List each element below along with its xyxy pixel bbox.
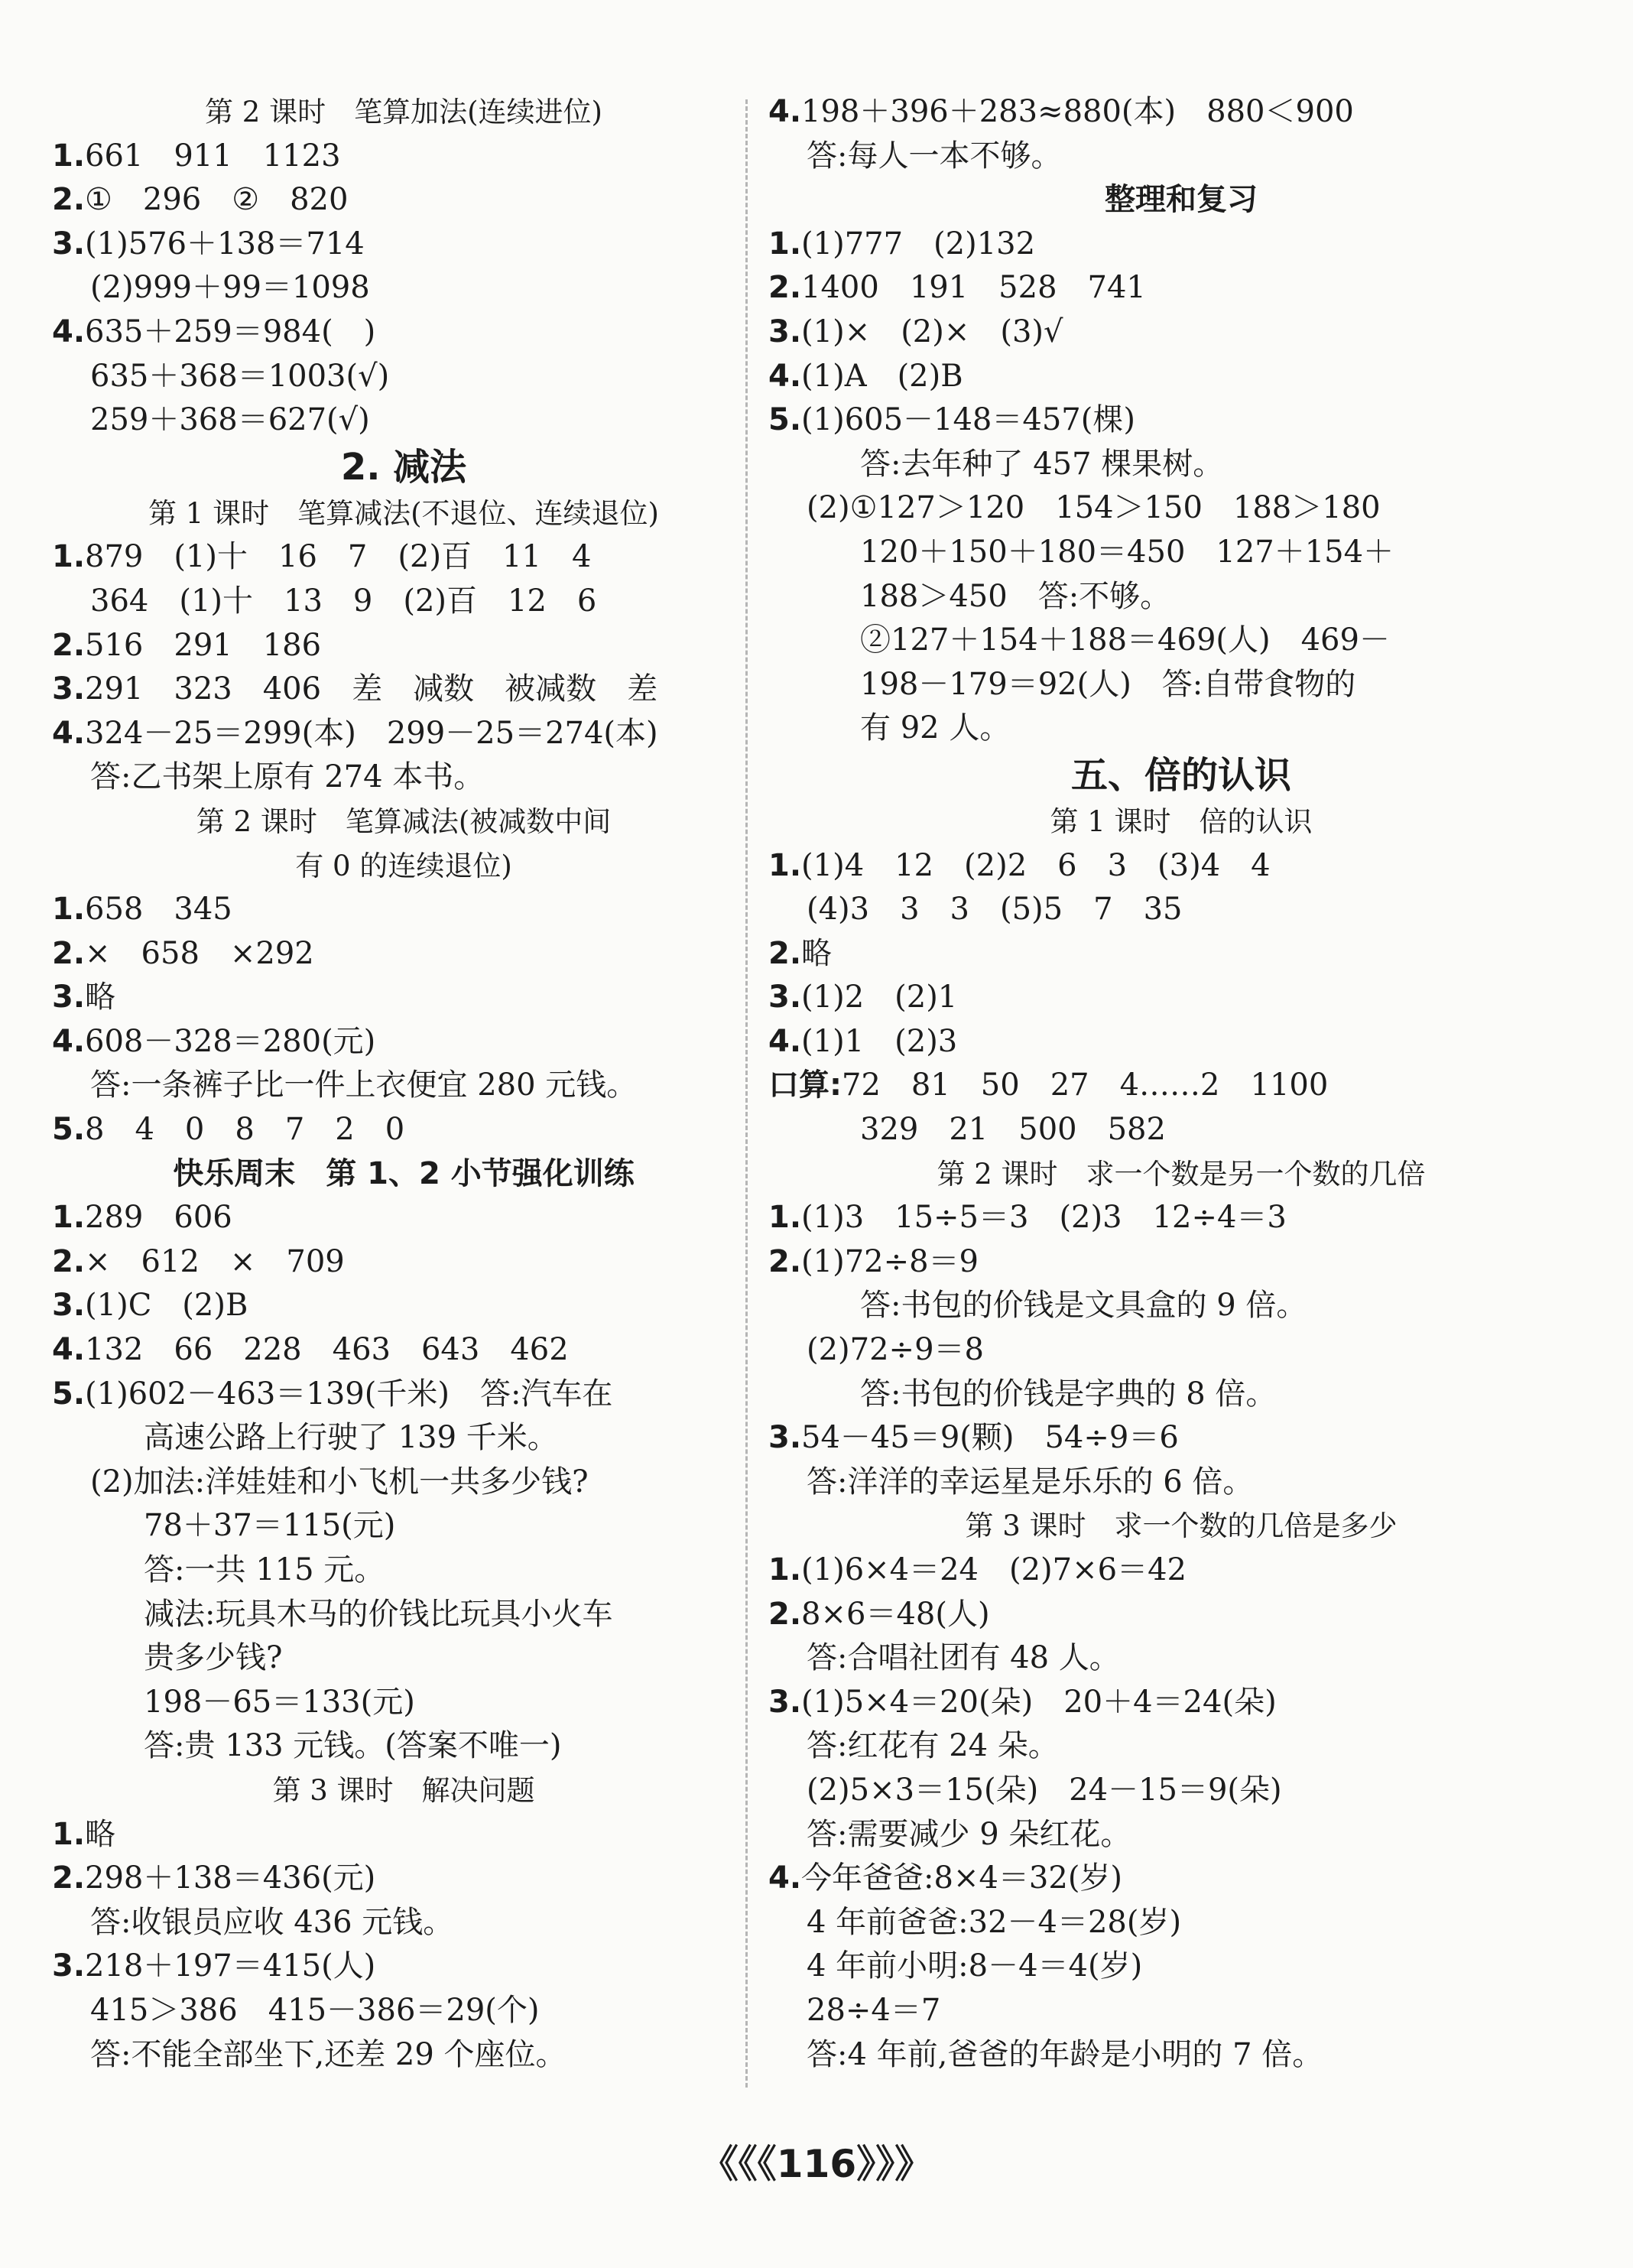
answer-line bbox=[52, 1724, 755, 1769]
item-text: 第 2 课时 笔算减法(被减数中间 bbox=[196, 804, 612, 838]
item-text: 答:需要减少 9 朵红花。 bbox=[807, 1816, 1131, 1852]
item-text: 答:书包的价钱是字典的 8 倍。 bbox=[860, 1376, 1277, 1412]
item-text: 高速公路上行驶了 139 千米。 bbox=[144, 1420, 558, 1456]
answer-item bbox=[768, 266, 1594, 310]
item-number: 2. bbox=[52, 935, 86, 971]
item-text: 132 66 228 463 643 462 bbox=[85, 1332, 569, 1368]
item-text: 第 3 课时 求一个数的几倍是多少 bbox=[965, 1509, 1398, 1543]
item-text: 364 (1)十 13 9 (2)百 12 6 bbox=[90, 583, 597, 619]
lesson-title bbox=[52, 1769, 755, 1813]
item-text: (2)999＋99＝1098 bbox=[90, 270, 370, 306]
item-text: (1)576＋138＝714 bbox=[85, 226, 365, 262]
item-number: 5. bbox=[52, 1112, 86, 1148]
item-text: 答:乙书架上原有 274 本书。 bbox=[90, 759, 485, 795]
item-text: (4)3 3 3 (5)5 7 35 bbox=[807, 892, 1183, 928]
item-text: × 612 × 709 bbox=[85, 1243, 345, 1279]
item-number: 3. bbox=[768, 314, 802, 349]
answer-line bbox=[52, 1416, 755, 1461]
answer-line bbox=[52, 1681, 755, 1725]
item-text: (2)加法:洋娃娃和小飞机一共多少钱? bbox=[90, 1464, 589, 1500]
item-number: 1. bbox=[768, 847, 802, 883]
answer-item bbox=[52, 1284, 755, 1328]
answer-line bbox=[52, 1901, 755, 1945]
item-text: 259＋368＝627(√) bbox=[90, 402, 370, 438]
answer-item bbox=[768, 90, 1594, 135]
item-text: 答:合唱社团有 48 人。 bbox=[807, 1640, 1120, 1676]
item-text: 第 1 课时 笔算减法(不退位、连续退位) bbox=[148, 496, 659, 530]
item-number: 4. bbox=[52, 314, 86, 349]
answer-line bbox=[768, 1108, 1594, 1152]
answer-line bbox=[768, 888, 1594, 932]
lesson-title bbox=[768, 1152, 1594, 1197]
item-number: 3. bbox=[52, 226, 86, 262]
item-text: (1)602－463＝139(千米) 答:汽车在 bbox=[85, 1376, 613, 1412]
answer-item bbox=[52, 888, 755, 932]
item-text: 661 911 1123 bbox=[85, 138, 341, 174]
item-text: 答:一条裤子比一件上衣便宜 280 元钱。 bbox=[90, 1067, 638, 1103]
section-subheading bbox=[52, 1152, 755, 1197]
answer-line bbox=[52, 1593, 755, 1637]
answer-item bbox=[768, 1240, 1594, 1285]
item-text: 答:贵 133 元钱。(答案不唯一) bbox=[144, 1728, 562, 1764]
item-text: (1)A (2)B bbox=[801, 358, 963, 394]
item-text: 第 2 课时 求一个数是另一个数的几倍 bbox=[937, 1157, 1426, 1191]
item-text: 54－45＝9(颗) 54÷9＝6 bbox=[801, 1420, 1179, 1456]
answer-item bbox=[768, 223, 1594, 267]
item-text: 今年爸爸:8×4＝32(岁) bbox=[801, 1860, 1123, 1896]
item-number: 3. bbox=[52, 980, 86, 1015]
answer-item bbox=[52, 712, 755, 756]
item-text: (1)605－148＝457(棵) bbox=[801, 402, 1135, 438]
answer-item bbox=[768, 1548, 1594, 1593]
left-column bbox=[52, 90, 755, 2077]
item-text: ②127＋154＋188＝469(人) 469－ bbox=[860, 622, 1390, 658]
answer-item bbox=[52, 668, 755, 712]
answer-item bbox=[52, 1373, 755, 1417]
item-number: 5. bbox=[52, 1376, 86, 1412]
item-text: 289 606 bbox=[85, 1200, 232, 1236]
answer-line bbox=[768, 135, 1594, 179]
item-number: 2. bbox=[768, 1243, 802, 1279]
item-number: 3. bbox=[52, 1288, 86, 1324]
item-text: 答:每人一本不够。 bbox=[807, 138, 1062, 174]
answer-line bbox=[768, 1724, 1594, 1769]
answer-line bbox=[768, 1989, 1594, 2033]
item-text: 答:洋洋的幸运星是乐乐的 6 倍。 bbox=[807, 1464, 1254, 1500]
answer-line bbox=[768, 619, 1594, 663]
item-text: 第 1 课时 倍的认识 bbox=[1050, 804, 1313, 838]
lesson-title bbox=[52, 90, 755, 135]
section-heading bbox=[52, 443, 755, 492]
answer-item bbox=[768, 1593, 1594, 1637]
answer-item bbox=[768, 932, 1594, 976]
answer-line bbox=[52, 1548, 755, 1593]
item-text: 188＞450 答:不够。 bbox=[860, 578, 1171, 614]
item-text: 28÷4＝7 bbox=[807, 1992, 941, 2028]
answer-item bbox=[52, 310, 755, 355]
item-text: 608－328＝280(元) bbox=[85, 1023, 376, 1059]
item-number: 3. bbox=[52, 1948, 86, 1984]
item-text: (1)C (2)B bbox=[85, 1288, 248, 1324]
item-text: (1)72÷8＝9 bbox=[801, 1243, 979, 1279]
item-text: 贵多少钱? bbox=[144, 1640, 283, 1676]
item-text: 298＋138＝436(元) bbox=[85, 1860, 376, 1896]
item-text: 72 81 50 27 4……2 1100 bbox=[842, 1067, 1329, 1103]
item-number: 1. bbox=[52, 892, 86, 928]
item-text: 120＋150＋180＝450 127＋154＋ bbox=[860, 534, 1394, 570]
item-text: 8 4 0 8 7 2 0 bbox=[85, 1112, 405, 1148]
lesson-title bbox=[768, 1504, 1594, 1548]
item-number: 1. bbox=[768, 226, 802, 262]
answer-item bbox=[52, 1945, 755, 1989]
item-text: 答:去年种了 457 棵果树。 bbox=[860, 446, 1224, 482]
answer-line bbox=[768, 575, 1594, 619]
answer-item bbox=[52, 535, 755, 580]
answer-item bbox=[768, 1020, 1594, 1064]
lesson-title bbox=[52, 800, 755, 844]
answer-line bbox=[52, 355, 755, 399]
item-text: 略 bbox=[801, 935, 833, 971]
item-text: 答:一共 115 元。 bbox=[144, 1552, 385, 1587]
item-number: 2. bbox=[768, 935, 802, 971]
item-text: (1)1 (2)3 bbox=[801, 1023, 958, 1059]
answer-item bbox=[52, 1813, 755, 1857]
answer-line bbox=[768, 1461, 1594, 1505]
answer-line bbox=[768, 1284, 1594, 1328]
item-text: 4 年前爸爸:32－4＝28(岁) bbox=[807, 1904, 1182, 1940]
item-text: × 658 ×292 bbox=[85, 935, 314, 971]
answer-item bbox=[768, 1857, 1594, 1901]
item-text: 291 323 406 差 减数 被减数 差 bbox=[85, 671, 658, 707]
item-text: 218＋197＝415(人) bbox=[85, 1948, 376, 1984]
page-number: 《《《116》》》 bbox=[700, 2142, 933, 2186]
answer-line bbox=[768, 663, 1594, 707]
answer-item bbox=[52, 1196, 755, 1240]
item-number: 3. bbox=[768, 980, 802, 1015]
item-text: 有 92 人。 bbox=[860, 710, 1011, 746]
item-number: 2. bbox=[52, 1243, 86, 1279]
answer-line bbox=[768, 1769, 1594, 1813]
answer-item bbox=[52, 624, 755, 668]
item-number: 5. bbox=[768, 402, 802, 438]
item-number: 2. bbox=[768, 270, 802, 306]
answer-line bbox=[52, 266, 755, 310]
lesson-title bbox=[52, 844, 755, 889]
item-text: 答:红花有 24 朵。 bbox=[807, 1728, 1059, 1764]
answer-item bbox=[52, 1020, 755, 1064]
item-text: 2. 减法 bbox=[340, 445, 467, 489]
item-lead: 口算: bbox=[768, 1067, 842, 1103]
item-text: 整理和复习 bbox=[1105, 182, 1258, 218]
answer-item bbox=[52, 932, 755, 976]
item-number: 4. bbox=[52, 1023, 86, 1059]
answer-item bbox=[768, 1416, 1594, 1461]
item-text: 快乐周末 第 1、2 小节强化训练 bbox=[173, 1155, 635, 1191]
item-text: 第 3 课时 解决问题 bbox=[272, 1773, 535, 1807]
answer-item bbox=[768, 976, 1594, 1020]
answer-item bbox=[52, 1240, 755, 1285]
answer-line bbox=[768, 1945, 1594, 1989]
answer-line bbox=[52, 2033, 755, 2078]
answer-line bbox=[52, 1461, 755, 1505]
answer-line bbox=[52, 398, 755, 443]
answer-line bbox=[768, 2033, 1594, 2078]
item-text: (1)3 15÷5＝3 (2)3 12÷4＝3 bbox=[801, 1200, 1287, 1236]
column-divider bbox=[745, 99, 748, 2088]
answer-item bbox=[768, 355, 1594, 399]
item-text: 1400 191 528 741 bbox=[801, 270, 1146, 306]
answer-line bbox=[52, 755, 755, 800]
answer-line bbox=[52, 1636, 755, 1681]
item-text: (1)4 12 (2)2 6 3 (3)4 4 bbox=[801, 847, 1271, 883]
section-heading bbox=[768, 751, 1594, 800]
item-number: 1. bbox=[52, 138, 86, 174]
answer-item bbox=[52, 223, 755, 267]
item-number: 1. bbox=[768, 1200, 802, 1236]
item-number: 2. bbox=[52, 627, 86, 663]
answer-item bbox=[768, 398, 1594, 443]
item-text: (2)①127＞120 154＞150 188＞180 bbox=[807, 490, 1381, 526]
item-text: (2)72÷9＝8 bbox=[807, 1332, 984, 1368]
item-text: 略 bbox=[85, 980, 116, 1015]
item-number: 1. bbox=[52, 1200, 86, 1236]
answer-item bbox=[52, 1857, 755, 1901]
item-text: 答:4 年前,爸爸的年龄是小明的 7 倍。 bbox=[807, 2036, 1323, 2072]
item-text: 658 345 bbox=[85, 892, 232, 928]
lesson-title bbox=[768, 800, 1594, 844]
item-text: 635＋368＝1003(√) bbox=[90, 358, 390, 394]
answer-line bbox=[768, 707, 1594, 751]
item-text: 有 0 的连续退位) bbox=[295, 849, 512, 882]
item-text: 8×6＝48(人) bbox=[801, 1596, 990, 1632]
item-number: 3. bbox=[52, 671, 86, 707]
answer-item bbox=[768, 1064, 1594, 1108]
item-text: 198＋396＋283≈880(本) 880＜900 bbox=[801, 94, 1354, 129]
item-text: 答:收银员应收 436 元钱。 bbox=[90, 1904, 454, 1940]
answer-line bbox=[52, 1064, 755, 1108]
item-text: 635＋259＝984( ) bbox=[85, 314, 376, 349]
answer-item bbox=[52, 1108, 755, 1152]
item-text: 略 bbox=[85, 1816, 116, 1852]
answer-item bbox=[52, 1328, 755, 1373]
item-number: 1. bbox=[52, 1816, 86, 1852]
item-number: 4. bbox=[768, 358, 802, 394]
answer-line bbox=[768, 1373, 1594, 1417]
item-text: ① 296 ② 820 bbox=[85, 182, 349, 218]
item-text: 4 年前小明:8－4＝4(岁) bbox=[807, 1948, 1143, 1984]
item-text: (1)5×4＝20(朵) 20＋4＝24(朵) bbox=[801, 1684, 1277, 1720]
answer-line bbox=[52, 580, 755, 624]
answer-line bbox=[768, 1901, 1594, 1945]
item-text: 198－179＝92(人) 答:自带食物的 bbox=[860, 666, 1356, 702]
item-text: 879 (1)十 16 7 (2)百 11 4 bbox=[85, 539, 592, 575]
answer-line bbox=[768, 1328, 1594, 1373]
answer-item bbox=[52, 178, 755, 223]
answer-line bbox=[768, 443, 1594, 487]
item-text: 答:书包的价钱是文具盒的 9 倍。 bbox=[860, 1288, 1307, 1324]
answer-item bbox=[52, 976, 755, 1020]
item-text: 第 2 课时 笔算加法(连续进位) bbox=[205, 96, 602, 128]
right-column bbox=[768, 90, 1594, 2077]
item-number: 4. bbox=[768, 1860, 802, 1896]
item-text: 516 291 186 bbox=[85, 627, 322, 663]
answer-item bbox=[52, 135, 755, 179]
lesson-title bbox=[52, 492, 755, 536]
item-number: 3. bbox=[768, 1420, 802, 1456]
item-text: (1)× (2)× (3)√ bbox=[801, 314, 1063, 349]
answer-line bbox=[768, 1636, 1594, 1681]
item-number: 3. bbox=[768, 1684, 802, 1720]
answer-line bbox=[768, 531, 1594, 575]
answer-item bbox=[768, 310, 1594, 355]
item-number: 2. bbox=[52, 1860, 86, 1896]
answer-item bbox=[768, 1196, 1594, 1240]
answer-item bbox=[768, 844, 1594, 889]
item-text: 329 21 500 582 bbox=[860, 1112, 1166, 1148]
item-text: 324－25＝299(本) 299－25＝274(本) bbox=[85, 715, 658, 751]
item-text: 五、倍的认识 bbox=[1070, 753, 1291, 797]
item-number: 4. bbox=[52, 1332, 86, 1368]
item-number: 2. bbox=[768, 1596, 802, 1632]
answer-line bbox=[52, 1504, 755, 1548]
item-number: 4. bbox=[768, 1023, 802, 1059]
item-text: (1)2 (2)1 bbox=[801, 980, 958, 1015]
item-text: (1)777 (2)132 bbox=[801, 226, 1036, 262]
item-number: 1. bbox=[52, 539, 86, 575]
item-text: 答:不能全部坐下,还差 29 个座位。 bbox=[90, 2036, 567, 2072]
item-text: 198－65＝133(元) bbox=[144, 1684, 415, 1720]
item-text: 减法:玩具木马的价钱比玩具小火车 bbox=[144, 1596, 613, 1632]
item-text: (1)6×4＝24 (2)7×6＝42 bbox=[801, 1552, 1187, 1587]
answer-line bbox=[768, 486, 1594, 531]
item-text: 78＋37＝115(元) bbox=[144, 1508, 396, 1544]
item-text: 415＞386 415－386＝29(个) bbox=[90, 1992, 540, 2028]
item-number: 4. bbox=[768, 94, 802, 129]
item-number: 1. bbox=[768, 1552, 802, 1587]
item-text: (2)5×3＝15(朵) 24－15＝9(朵) bbox=[807, 1772, 1282, 1808]
answer-item bbox=[768, 1681, 1594, 1725]
item-number: 4. bbox=[52, 715, 86, 751]
answer-line bbox=[52, 1989, 755, 2033]
item-number: 2. bbox=[52, 182, 86, 218]
section-subheading bbox=[768, 178, 1594, 223]
answer-line bbox=[768, 1813, 1594, 1857]
